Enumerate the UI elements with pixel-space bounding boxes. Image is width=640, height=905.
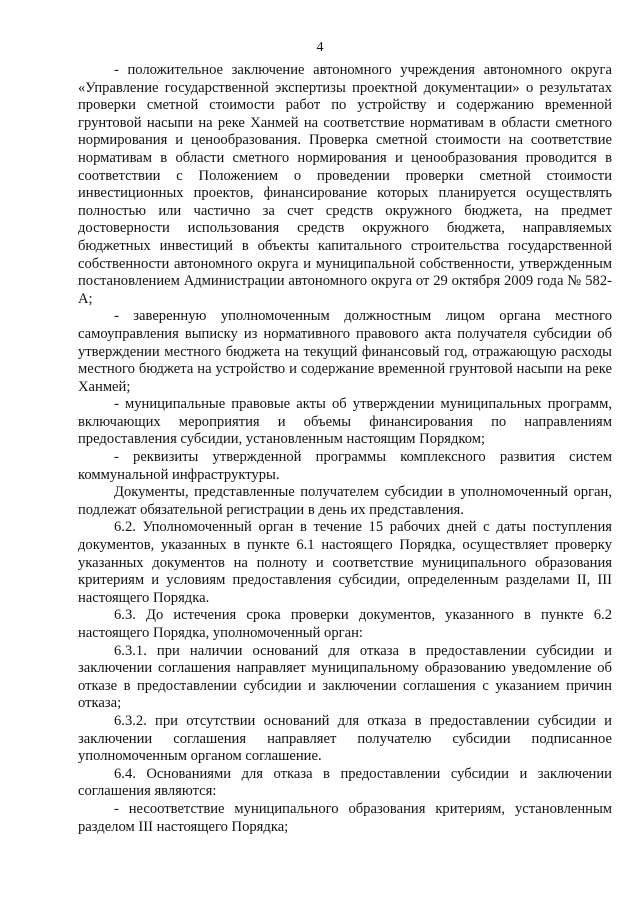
paragraph-municipal-acts: - муниципальные правовые акты об утверждении муниципальных программ, включающих мероприятия и объемы финансирования по направлениям предоставления субсидии, установленным настоящим Порядком; <box>78 396 612 448</box>
paragraph-6-4: 6.4. Основаниями для отказа в предоставлении субсидии и заключении соглашения являются: <box>78 765 612 800</box>
document-body <box>78 62 612 836</box>
paragraph-budget-extract: - заверенную уполномоченным должностным лицом органа местного самоуправления выписку из нормативного правового акта получателя субсидии об утверждении местного бюджета на текущий финансовый год, отражающую расходы местного бюджета на устройство и содержание временной грунтовой насыпи на реке Ханмей; <box>78 308 612 395</box>
paragraph-6-3-2: 6.3.2. при отсутствии оснований для отказа в предоставлении субсидии и заключении соглашения направляет получателю субсидии подписанное уполномоченным органом соглашение. <box>78 712 612 765</box>
paragraph-6-3: 6.3. До истечения срока проверки документов, указанного в пункте 6.2 настоящего Порядка, уполномоченный орган: <box>78 607 612 641</box>
paragraph-6-3-1: 6.3.1. при наличии оснований для отказа в предоставлении субсидии и заключении соглашения направляет муниципальному образованию уведомление об отказе в предоставлении субсидии и заключении соглашения с указанием причин отказа; <box>78 642 612 712</box>
paragraph-registration: Документы, представленные получателем субсидии в уполномоченный орган, подлежат обязательной регистрации в день их представления. <box>78 484 612 518</box>
page-number: 4 <box>316 40 324 55</box>
paragraph-6-2: 6.2. Уполномоченный орган в течение 15 рабочих дней с даты поступления документов, указанных в пункте 6.1 настоящего Порядка, осуществляет проверку указанных документов на полноту и соответствие муниципального образования критериям и условиям предоставления субсидии, определенным разделами II, III настоящего Порядка. <box>78 519 612 606</box>
paragraph-program-details: - реквизиты утвержденной программы комплексного развития систем коммунальной инфраструктуры. <box>78 449 612 483</box>
paragraph-conclusion: - положительное заключение автономного учреждения автономного округа «Управление государственной экспертизы проектной документации» о результатах проверки сметной стоимости работ по устройству и содержанию временной грунтовой насыпи на реке Ханмей на соответствие нормативам в области сметного нормирования и ценообразования. Проверка сметной стоимости на соответствие нормативам в области сметного нормирования и ценообразования проводится в соответствии с Положением о проведении проверки сметной стоимости инвестиционных проектов, финансирование которых планируется осуществлять полностью или частично за счет средств окружного бюджета, на предмет достоверности использования средств окружного бюджета, направляемых бюджетных инвестиций в объекты капитального строительства государственной собственности автономного округа и муниципальной собственности, утвержденным постановлением Администрации автономного округа от 29 октября 2009 года № 582-А; <box>78 62 612 307</box>
paragraph-criteria-mismatch: - несоответствие муниципального образования критериям, установленным разделом III настоящего Порядка; <box>78 800 612 835</box>
